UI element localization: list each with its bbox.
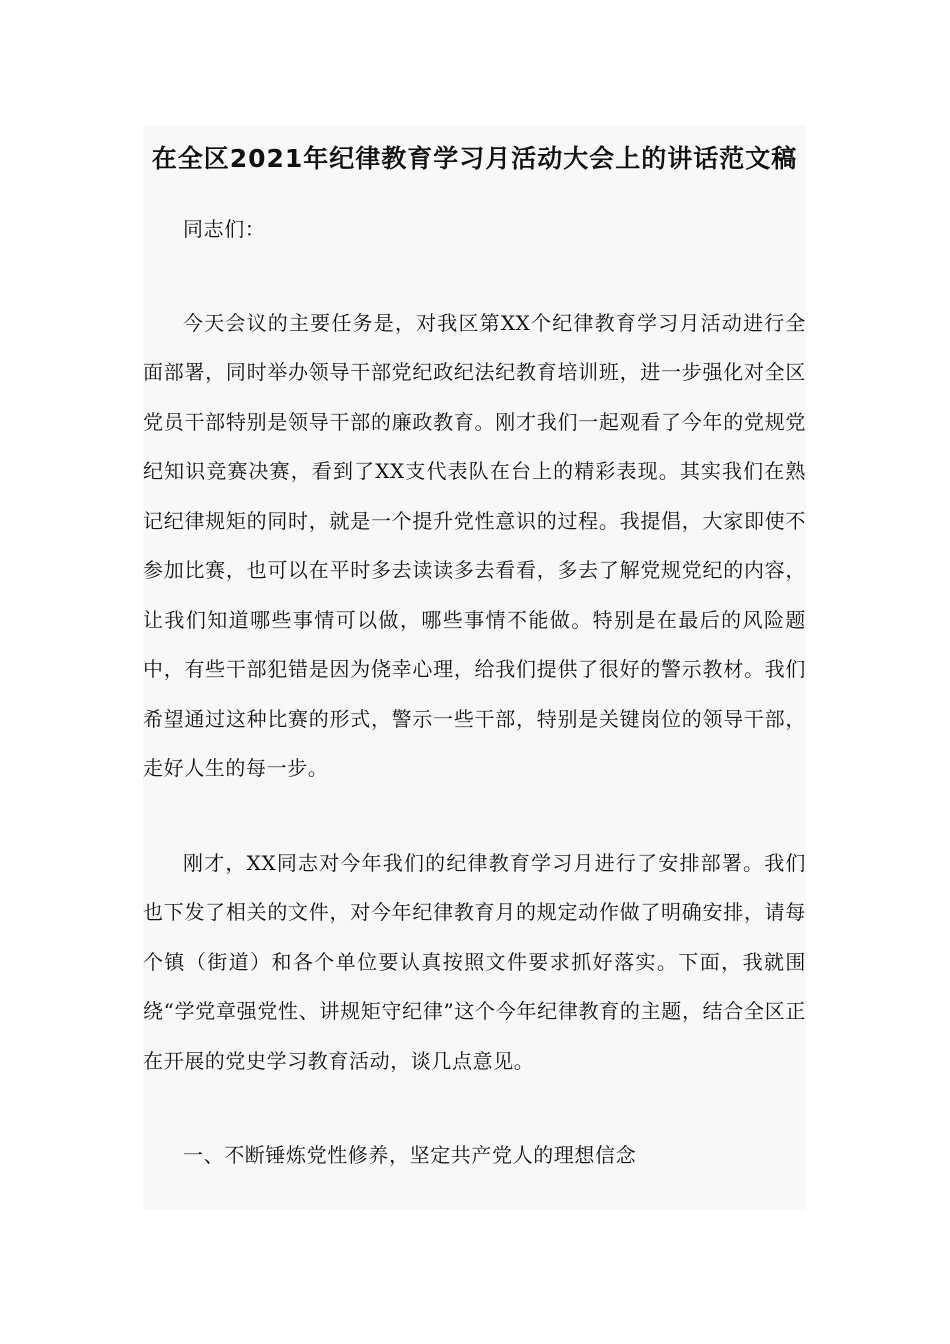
greeting: 同志们： xyxy=(183,217,266,241)
paragraph-2: 刚才，XX同志对今年我们的纪律教育学习月进行了安排部署。我们也下发了相关的文件，对今年纪律教育月的规定动作做了明确安排，请每个镇（街道）和各个单位要认真按照文件要求抓好落实。下面，我就围绕“学党章强党性、讲规矩守纪律”这个今年纪律教育的主题，结合全区正在开展的党史学习教育活动，谈几点意见。 xyxy=(143,850,806,1073)
document-title: 在全区2021年纪律教育学习月活动大会上的讲话范文稿 xyxy=(151,144,798,173)
document-page xyxy=(143,125,806,1210)
paragraph-1: 今天会议的主要任务是，对我区第XX个纪律教育学习月活动进行全面部署，同时举办领导干部党纪政纪法纪教育培训班，进一步强化对全区党员干部特别是领导干部的廉政教育。刚才我们一起观看了今年的党规党纪知识竞赛决赛，看到了XX支代表队在台上的精彩表现。其实我们在熟记纪律规矩的同时，就是一个提升党性意识的过程。我提倡，大家即使不参加比赛，也可以在平时多去读读多去看看，多去了解党规党纪的内容，让我们知道哪些事情可以做，哪些事情不能做。特别是在最后的风险题中，有些干部犯错是因为侥幸心理，给我们提供了很好的警示教材。我们希望通过这种比赛的形式，警示一些干部，特别是关键岗位的领导干部，走好人生的每一步。 xyxy=(143,310,806,780)
section-heading: 一、不断锤炼党性修养，坚定共产党人的理想信念 xyxy=(183,1143,637,1167)
